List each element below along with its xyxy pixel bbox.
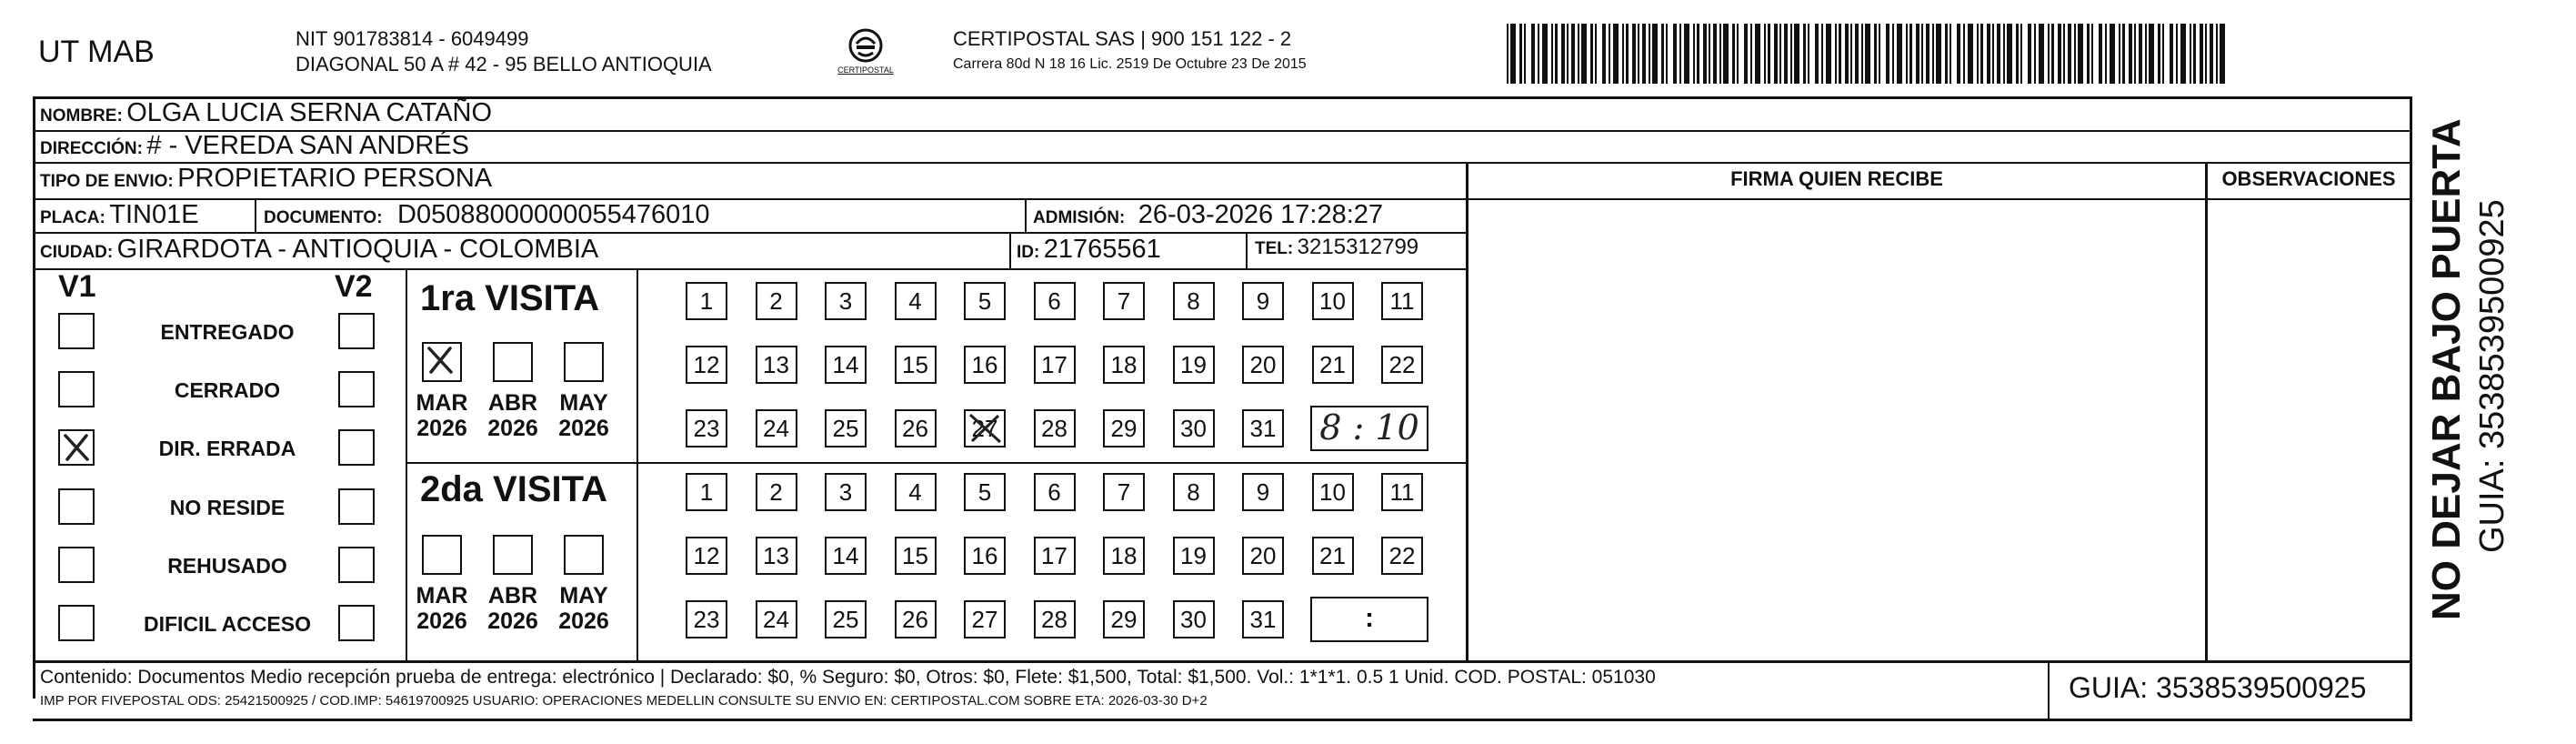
barcode-bar — [1992, 24, 1994, 84]
visit2-month-label: ABR — [487, 583, 538, 608]
barcode-bar — [1879, 24, 1880, 84]
visit2-day-box[interactable]: 31 — [1242, 600, 1284, 638]
barcode-bar — [1679, 24, 1681, 84]
admission-label: ADMISIÓN: — [1033, 208, 1126, 227]
city-label: CIUDAD: — [40, 243, 114, 262]
name-value: OLGA LUCIA SERNA CATAÑO — [126, 98, 493, 127]
name-row — [40, 98, 492, 128]
city-value: GIRARDOTA - ANTIOQUIA - COLOMBIA — [116, 235, 599, 264]
document-value: D05088000000055476010 — [397, 200, 710, 229]
barcode-bar — [2129, 24, 2132, 84]
visit2-month-label: MAR — [416, 583, 468, 608]
barcode-bar — [1673, 24, 1677, 84]
id-label: ID: — [1017, 243, 1040, 262]
visit1-month-label: MAR — [416, 390, 468, 416]
barcode-bar — [1723, 24, 1729, 84]
barcode-bar — [2039, 24, 2044, 84]
visit2-day-box[interactable]: 21 — [1312, 537, 1354, 575]
barcode-bar — [1764, 24, 1766, 84]
barcode-bar — [1531, 24, 1535, 84]
visit2-day-box[interactable]: 13 — [756, 537, 797, 575]
barcode-bar — [1950, 24, 1951, 84]
visit1-month-checkbox[interactable] — [564, 342, 604, 382]
visit2-day-box[interactable]: 5 — [964, 473, 1006, 511]
visit2-day-box[interactable]: 23 — [686, 600, 727, 638]
status-label: REHUSADO — [167, 554, 287, 578]
visit2-day-box[interactable]: 25 — [825, 600, 867, 638]
tel-label: TEL: — [1255, 239, 1294, 258]
visit2-month-checkbox[interactable] — [422, 535, 462, 575]
frame-bottom — [33, 719, 2412, 721]
barcode-bar — [1826, 24, 1831, 84]
visit2-day-box[interactable]: 22 — [1381, 537, 1423, 575]
barcode-bar — [1755, 24, 1760, 84]
visit2-day-box[interactable]: 24 — [756, 600, 797, 638]
visit1-day-box[interactable]: 4 — [895, 282, 937, 320]
visit2-day-box[interactable]: 9 — [1242, 473, 1284, 511]
barcode-bar — [2176, 24, 2178, 84]
guide-vertical: GUIA: 3538539500925 — [2473, 199, 2511, 553]
v1-checkbox-checked[interactable] — [58, 429, 95, 466]
visit2-day-box[interactable]: 18 — [1103, 537, 1145, 575]
visit1-day-box[interactable]: 10 — [1312, 282, 1354, 320]
visit1-day-box[interactable]: 30 — [1173, 409, 1215, 447]
tel-field — [1255, 235, 1418, 260]
visit1-day-box[interactable]: 14 — [825, 346, 867, 384]
visit2-year-label: 2026 — [558, 608, 609, 634]
barcode-bar — [1850, 24, 1852, 84]
barcode-bar — [1886, 24, 1889, 84]
v2-checkbox[interactable] — [338, 547, 375, 583]
barcode-bar — [1977, 24, 1979, 84]
visit2-day-box[interactable]: 2 — [756, 473, 797, 511]
visit2-title: 2da VISITA — [420, 469, 607, 509]
warning-vertical: NO DEJAR BAJO PUERTA — [2424, 118, 2469, 620]
barcode-bar — [1750, 24, 1752, 84]
visit1-day-box[interactable]: 22 — [1381, 346, 1423, 384]
visit2-day-box[interactable]: 15 — [895, 537, 937, 575]
barcode-bar — [2074, 24, 2076, 84]
barcode-bar — [1987, 24, 1990, 84]
visit1-day-box[interactable]: 24 — [756, 409, 797, 447]
barcode-bar — [2099, 24, 2102, 84]
barcode-bar — [1861, 24, 1863, 84]
visit2-day-box[interactable]: 3 — [825, 473, 867, 511]
visit1-day-box[interactable]: 6 — [1034, 282, 1076, 320]
visit1-day-box[interactable]: 8 — [1173, 282, 1215, 320]
address-row — [40, 131, 469, 161]
barcode-bar — [1932, 24, 1934, 84]
v2-checkbox[interactable] — [338, 605, 375, 641]
barcode-bar — [1839, 24, 1841, 84]
barcode-bar — [2058, 24, 2061, 84]
visit2-day-box[interactable]: 29 — [1103, 600, 1145, 638]
barcode-bar — [1790, 24, 1792, 84]
barcode-bar — [1524, 24, 1526, 84]
barcode-bar — [1865, 24, 1870, 84]
visit1-time-value: 8 : 10 — [1319, 407, 1419, 447]
barcode-bar — [1561, 24, 1565, 84]
v2-checkbox[interactable] — [338, 488, 375, 525]
barcode-bar — [1622, 24, 1624, 84]
barcode-bar — [1642, 24, 1646, 84]
barcode-bar — [1768, 24, 1770, 84]
barcode-bar — [2193, 24, 2196, 84]
observations-header: OBSERVACIONES — [2221, 167, 2396, 190]
barcode-bar — [2028, 24, 2031, 84]
barcode-bar — [2003, 24, 2005, 84]
barcode-bar — [1652, 24, 1658, 84]
barcode-bar — [1774, 24, 1778, 84]
address-line: DIAGONAL 50 A # 42 - 95 BELLO ANTIOQUIA — [296, 53, 712, 75]
visit2-day-box[interactable]: 17 — [1034, 537, 1076, 575]
footer-guide: GUIA: 3538539500925 — [2069, 671, 2367, 704]
barcode-bar — [1703, 24, 1707, 84]
visit1-day-box[interactable]: 19 — [1173, 346, 1215, 384]
visit1-day-box[interactable]: 23 — [686, 409, 727, 447]
barcode-bar — [1963, 24, 1965, 84]
visit2-day-box[interactable]: 27 — [964, 600, 1006, 638]
visit2-day-box[interactable]: 6 — [1034, 473, 1076, 511]
barcode-bar — [1892, 24, 1894, 84]
barcode-bar — [1571, 24, 1575, 84]
v2-checkbox[interactable] — [338, 371, 375, 407]
visit2-time-value: : — [1365, 603, 1374, 633]
barcode-bar — [2091, 24, 2093, 84]
certipostal-logo — [837, 25, 895, 82]
barcode-bar — [1661, 24, 1664, 84]
barcode-bar — [1713, 24, 1717, 84]
visit1-day-box[interactable]: 21 — [1312, 346, 1354, 384]
visit1-month-checkbox[interactable] — [422, 342, 462, 382]
visit1-day-box[interactable]: 3 — [825, 282, 867, 320]
visit2-day-box[interactable]: 1 — [686, 473, 727, 511]
visit1-day-box[interactable]: 2 — [756, 282, 797, 320]
barcode-bar — [2007, 24, 2012, 84]
status-label: NO RESIDE — [169, 496, 286, 519]
visit1-day-box-marked[interactable]: 27 — [964, 409, 1006, 447]
type-value: PROPIETARIO PERSONA — [177, 164, 493, 193]
barcode-bar — [1595, 24, 1597, 84]
visit1-day-box[interactable]: 7 — [1103, 282, 1145, 320]
barcode-bar — [2110, 24, 2115, 84]
barcode-bar — [2149, 24, 2154, 84]
v2-checkbox[interactable] — [338, 313, 375, 349]
barcode-bar — [1551, 24, 1553, 84]
visit1-year-label: 2026 — [416, 416, 467, 441]
barcode-bar — [1626, 24, 1629, 84]
barcode-bar — [1779, 24, 1781, 84]
barcode-bar — [1697, 24, 1699, 84]
visit2-day-box[interactable]: 19 — [1173, 537, 1215, 575]
barcode-bar — [1609, 24, 1610, 84]
barcode-bar — [1732, 24, 1735, 84]
v1-header: V1 — [58, 269, 96, 304]
barcode-bar — [2051, 24, 2054, 84]
barcode-bar — [2170, 24, 2173, 84]
barcode-bar — [1578, 24, 1579, 84]
visit1-day-box[interactable]: 17 — [1034, 346, 1076, 384]
barcode-bar — [1874, 24, 1877, 84]
visit2-day-box[interactable]: 30 — [1173, 600, 1215, 638]
visit2-month-label: MAY — [559, 583, 608, 608]
barcode-bar — [2016, 24, 2019, 84]
visit2-year-label: 2026 — [487, 608, 538, 634]
barcode-bar — [1693, 24, 1695, 84]
visit1-month-checkbox[interactable] — [493, 342, 533, 382]
v1-checkbox[interactable] — [58, 488, 95, 525]
barcode-bar — [1794, 24, 1799, 84]
frame-right — [2410, 96, 2412, 721]
visit2-day-box[interactable]: 8 — [1173, 473, 1215, 511]
barcode-bar — [1835, 24, 1837, 84]
barcode-bar — [2210, 24, 2213, 84]
type-label: TIPO DE ENVIO: — [40, 172, 174, 191]
signature-area[interactable] — [1469, 200, 2204, 659]
barcode-bar — [2068, 24, 2071, 84]
visit1-month-label: ABR — [487, 390, 538, 416]
barcode-bar — [2216, 24, 2218, 84]
admission-value: 26-03-2026 17:28:27 — [1138, 200, 1384, 229]
visit1-year-label: 2026 — [558, 416, 609, 441]
visit2-day-box[interactable]: 14 — [825, 537, 867, 575]
barcode-bar — [2078, 24, 2083, 84]
address-label: DIRECCIÓN: — [40, 139, 143, 158]
barcode-bar — [1855, 24, 1859, 84]
visit1-day-box[interactable]: 5 — [964, 282, 1006, 320]
barcode-bar — [2220, 24, 2225, 84]
barcode-bar — [1567, 24, 1569, 84]
carrier-license: Carrera 80d N 18 16 Lic. 2519 De Octubre 23 De 2015 — [953, 56, 1307, 72]
carrier-name: CERTIPOSTAL SAS | 900 151 122 - 2 — [953, 27, 1292, 50]
frame-left — [33, 96, 35, 699]
barcode-bar — [2180, 24, 2186, 84]
barcode-bar — [1542, 24, 1548, 84]
signature-header: FIRMA QUIEN RECIBE — [1730, 167, 1943, 190]
barcode-bar — [1507, 24, 1509, 84]
barcode-bar — [1590, 24, 1593, 84]
barcode-bar — [1684, 24, 1689, 84]
visit1-day-box[interactable]: 18 — [1103, 346, 1145, 384]
nit-line: NIT 901783814 - 6049499 — [296, 27, 529, 50]
content-line: Contenido: Documentos Medio recepción prueba de entrega: electrónico | Declarado: $0, % Seguro: $0, Otros: $0, Flete: $1,500, Total: $1,500. Vol.: 1*1*1. 0.5 1 Unid. COD. POSTAL: 051030 — [40, 667, 1656, 688]
barcode-bar — [2122, 24, 2125, 84]
visit1-day-box[interactable]: 11 — [1381, 282, 1423, 320]
visit2-day-box[interactable]: 12 — [686, 537, 727, 575]
barcode-bar — [1897, 24, 1902, 84]
name-label: NOMBRE: — [40, 106, 123, 126]
v1-checkbox[interactable] — [58, 313, 95, 349]
barcode-bar — [2145, 24, 2147, 84]
barcode-bar — [1510, 24, 1516, 84]
barcode-bar — [1666, 24, 1668, 84]
barcode-bar — [2087, 24, 2090, 84]
document-field — [264, 200, 710, 230]
visit2-day-box[interactable]: 10 — [1312, 473, 1354, 511]
barcode-bar — [1737, 24, 1739, 84]
barcode-bar — [1784, 24, 1788, 84]
barcode-bar — [2063, 24, 2065, 84]
admission-field — [1033, 200, 1383, 230]
barcode-bar — [1744, 24, 1748, 84]
barcode-bar — [1945, 24, 1948, 84]
visit2-day-box[interactable]: 26 — [895, 600, 937, 638]
barcode-bar — [1845, 24, 1849, 84]
imp-line: IMP POR FIVEPOSTAL ODS: 25421500925 / COD.IMP: 54619700925 USUARIO: OPERACIONES MEDELLIN CONSULTE SU ENVIO EN: CERTIPOSTAL.COM SOBRE ETA: 2026-03-30 D+2 — [40, 693, 1208, 709]
visit2-time-box[interactable] — [1310, 597, 1428, 642]
tel-value: 3215312799 — [1297, 235, 1419, 259]
barcode-bar — [1632, 24, 1636, 84]
barcode-bar — [2205, 24, 2207, 84]
barcode-bar — [1638, 24, 1639, 84]
visit2-day-box[interactable]: 11 — [1381, 473, 1423, 511]
plate-field — [40, 200, 199, 230]
document-label: DOCUMENTO: — [264, 208, 383, 227]
v1-checkbox[interactable] — [58, 605, 95, 641]
barcode — [1505, 24, 2232, 84]
visit2-day-box[interactable]: 16 — [964, 537, 1006, 575]
visit1-day-box[interactable]: 12 — [686, 346, 727, 384]
barcode-bar — [2158, 24, 2160, 84]
barcode-bar — [1936, 24, 1941, 84]
barcode-bar — [2134, 24, 2136, 84]
barcode-bar — [1602, 24, 1606, 84]
plate-label: PLACA: — [40, 208, 105, 227]
visit1-day-box[interactable]: 31 — [1242, 409, 1284, 447]
plate-value: TIN01E — [109, 200, 199, 229]
visit1-day-box[interactable]: 9 — [1242, 282, 1284, 320]
type-row — [40, 164, 492, 194]
status-label: DIFICIL ACCESO — [143, 612, 311, 636]
logo-text: CERTIPOSTAL — [837, 65, 894, 75]
barcode-bar — [2119, 24, 2120, 84]
visit1-day-box[interactable]: 29 — [1103, 409, 1145, 447]
barcode-bar — [1957, 24, 1960, 84]
barcode-bar — [1519, 24, 1522, 84]
visit2-day-box[interactable]: 28 — [1034, 600, 1076, 638]
barcode-bar — [1613, 24, 1619, 84]
barcode-bar — [2105, 24, 2107, 84]
barcode-bar — [1803, 24, 1806, 84]
barcode-bar — [1997, 24, 2000, 84]
observations-area[interactable] — [2209, 200, 2409, 659]
visit2-day-box[interactable]: 4 — [895, 473, 937, 511]
barcode-bar — [1909, 24, 1912, 84]
barcode-bar — [1808, 24, 1809, 84]
visit1-day-box[interactable]: 25 — [825, 409, 867, 447]
barcode-bar — [1538, 24, 1539, 84]
visit1-title: 1ra VISITA — [420, 278, 600, 318]
barcode-bar — [2190, 24, 2191, 84]
visit2-month-checkbox[interactable] — [493, 535, 533, 575]
status-label: CERRADO — [174, 378, 281, 402]
visit2-day-box[interactable]: 7 — [1103, 473, 1145, 511]
company-name: UT MAB — [38, 35, 155, 69]
city-field — [40, 235, 598, 265]
visit2-year-label: 2026 — [416, 608, 467, 634]
barcode-bar — [2048, 24, 2050, 84]
visit1-day-box[interactable]: 13 — [756, 346, 797, 384]
visit1-day-box[interactable]: 28 — [1034, 409, 1076, 447]
visit1-day-box[interactable]: 15 — [895, 346, 937, 384]
visit1-month-label: MAY — [559, 390, 608, 416]
visit1-day-box[interactable]: 26 — [895, 409, 937, 447]
barcode-bar — [1555, 24, 1558, 84]
visit1-day-box[interactable]: 16 — [964, 346, 1006, 384]
visit1-year-label: 2026 — [487, 416, 538, 441]
barcode-bar — [1719, 24, 1721, 84]
visit2-month-checkbox[interactable] — [564, 535, 604, 575]
address-value: # - VEREDA SAN ANDRÉS — [146, 131, 469, 160]
barcode-bar — [1815, 24, 1819, 84]
barcode-bar — [1581, 24, 1587, 84]
barcode-bar — [1968, 24, 1973, 84]
v1-checkbox[interactable] — [58, 547, 95, 583]
barcode-bar — [1926, 24, 1929, 84]
barcode-bar — [1649, 24, 1650, 84]
id-field — [1017, 235, 1161, 265]
barcode-bar — [1821, 24, 1823, 84]
barcode-bar — [1906, 24, 1908, 84]
barcode-bar — [2200, 24, 2203, 84]
visit2-day-box[interactable]: 20 — [1242, 537, 1284, 575]
visit1-day-box[interactable]: 20 — [1242, 346, 1284, 384]
cross-mark-icon — [966, 411, 1004, 455]
barcode-bar — [1709, 24, 1710, 84]
visit1-day-box[interactable]: 1 — [686, 282, 727, 320]
v2-checkbox[interactable] — [338, 429, 375, 466]
barcode-bar — [2162, 24, 2164, 84]
barcode-bar — [2139, 24, 2142, 84]
barcode-bar — [1921, 24, 1923, 84]
visit1-time-box[interactable] — [1310, 406, 1428, 451]
v1-checkbox[interactable] — [58, 371, 95, 407]
barcode-bar — [1980, 24, 1983, 84]
v2-header: V2 — [335, 269, 373, 304]
barcode-bar — [2020, 24, 2022, 84]
barcode-bar — [1916, 24, 1919, 84]
barcode-bar — [2034, 24, 2036, 84]
status-label: ENTREGADO — [160, 320, 295, 344]
id-value: 21765561 — [1043, 235, 1161, 264]
status-label: DIR. ERRADA — [158, 437, 296, 460]
